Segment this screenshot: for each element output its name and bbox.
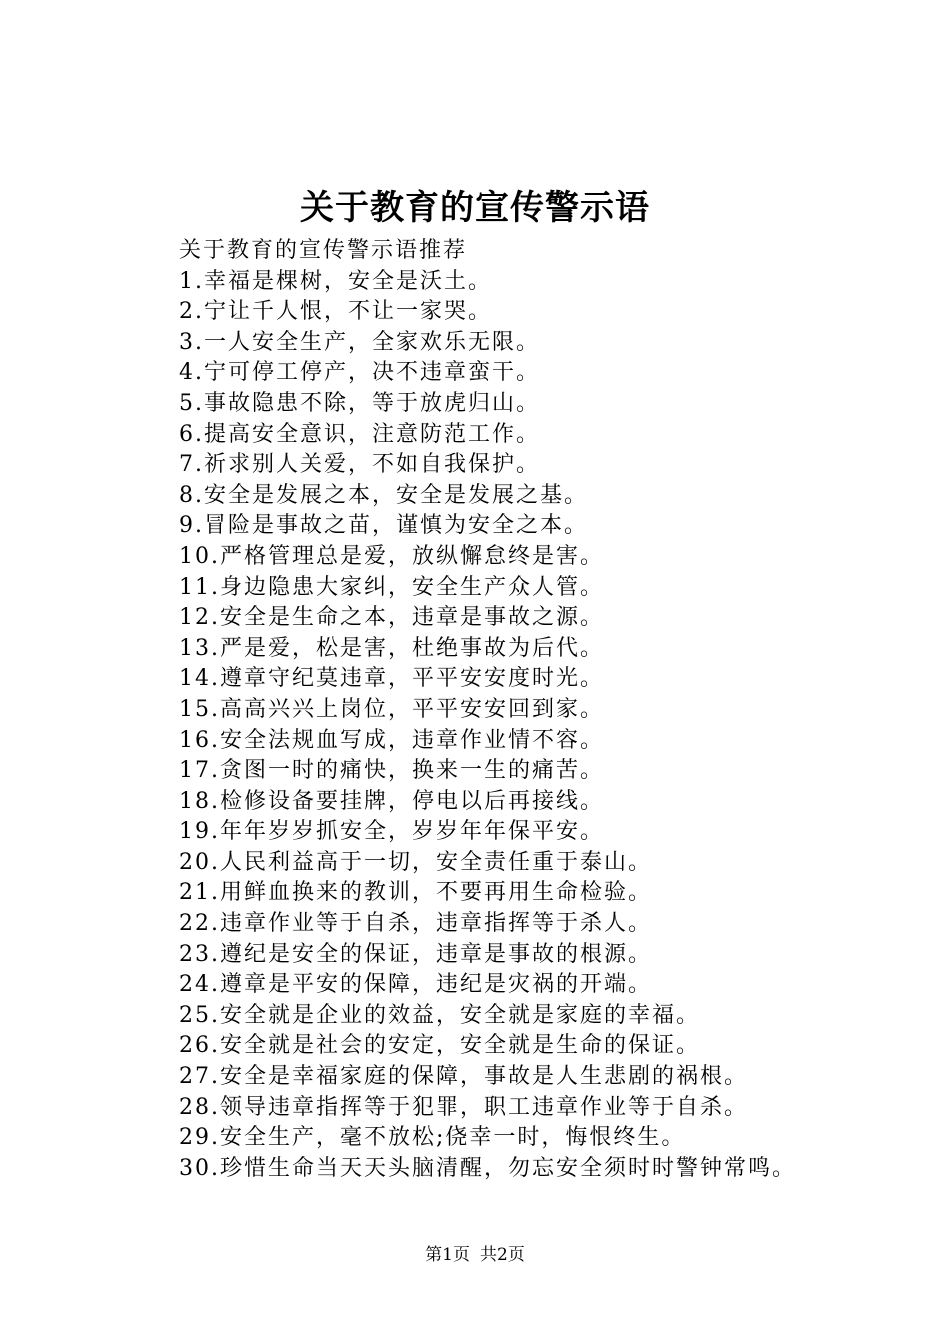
- list-item: 9.冒险是事故之苗，谨慎为安全之本。: [179, 513, 588, 539]
- list-item: 12.安全是生命之本，违章是事故之源。: [179, 605, 604, 631]
- list-item: 13.严是爱，松是害，杜绝事故为后代。: [179, 635, 604, 661]
- list-item: 15.高高兴兴上岗位，平平安安回到家。: [179, 696, 604, 722]
- list-item: 29.安全生产，毫不放松;侥幸一时，悔恨终生。: [179, 1125, 686, 1151]
- list-item: 6.提高安全意识，注意防范工作。: [179, 421, 540, 447]
- list-item: 28.领导违章指挥等于犯罪，职工违章作业等于自杀。: [179, 1094, 748, 1120]
- list-item: 8.安全是发展之本，安全是发展之基。: [179, 482, 588, 508]
- list-item: 4.宁可停工停产，决不违章蛮干。: [179, 360, 540, 386]
- list-item: 5.事故隐患不除，等于放虎归山。: [179, 390, 540, 416]
- list-item: 18.检修设备要挂牌，停电以后再接线。: [179, 788, 604, 814]
- list-item: 30.珍惜生命当天天头脑清醒，勿忘安全须时时警钟常鸣。: [179, 1155, 796, 1181]
- list-item: 3.一人安全生产，全家欢乐无限。: [179, 329, 540, 355]
- list-item: 16.安全法规血写成，违章作业情不容。: [179, 727, 604, 753]
- page-footer: [0, 1243, 950, 1267]
- page-number: 第1页: [425, 1245, 470, 1265]
- slogan-list: [179, 267, 919, 1185]
- list-item: 7.祈求别人关爱，不如自我保护。: [179, 452, 540, 478]
- list-item: 25.安全就是企业的效益，安全就是家庭的幸福。: [179, 1002, 700, 1028]
- list-item: 19.年年岁岁抓安全，岁岁年年保平安。: [179, 819, 604, 845]
- list-item: 14.遵章守纪莫违章，平平安安度时光。: [179, 666, 604, 692]
- document-title: 关于教育的宣传警示语: [300, 188, 650, 228]
- list-item: 17.贪图一时的痛快，换来一生的痛苦。: [179, 758, 604, 784]
- list-item: 24.遵章是平安的保障，违纪是灾祸的开端。: [179, 972, 652, 998]
- list-item: 22.违章作业等于自杀，违章指挥等于杀人。: [179, 911, 652, 937]
- list-item: 27.安全是幸福家庭的保障，事故是人生悲剧的祸根。: [179, 1064, 748, 1090]
- list-item: 1.幸福是棵树，安全是沃土。: [179, 268, 492, 294]
- list-item: 10.严格管理总是爱，放纵懈怠终是害。: [179, 543, 604, 569]
- document-subtitle: 关于教育的宣传警示语推荐: [179, 238, 468, 263]
- page-total: 共2页: [480, 1245, 525, 1265]
- list-item: 26.安全就是社会的安定，安全就是生命的保证。: [179, 1033, 700, 1059]
- list-item: 11.身边隐患大家纠，安全生产众人管。: [179, 574, 604, 600]
- list-item: 20.人民利益高于一切，安全责任重于泰山。: [179, 849, 652, 875]
- list-item: 2.宁让千人恨，不让一家哭。: [179, 299, 492, 325]
- list-item: 23.遵纪是安全的保证，违章是事故的根源。: [179, 941, 652, 967]
- list-item: 21.用鲜血换来的教训，不要再用生命检验。: [179, 880, 652, 906]
- document-body: [179, 236, 919, 1184]
